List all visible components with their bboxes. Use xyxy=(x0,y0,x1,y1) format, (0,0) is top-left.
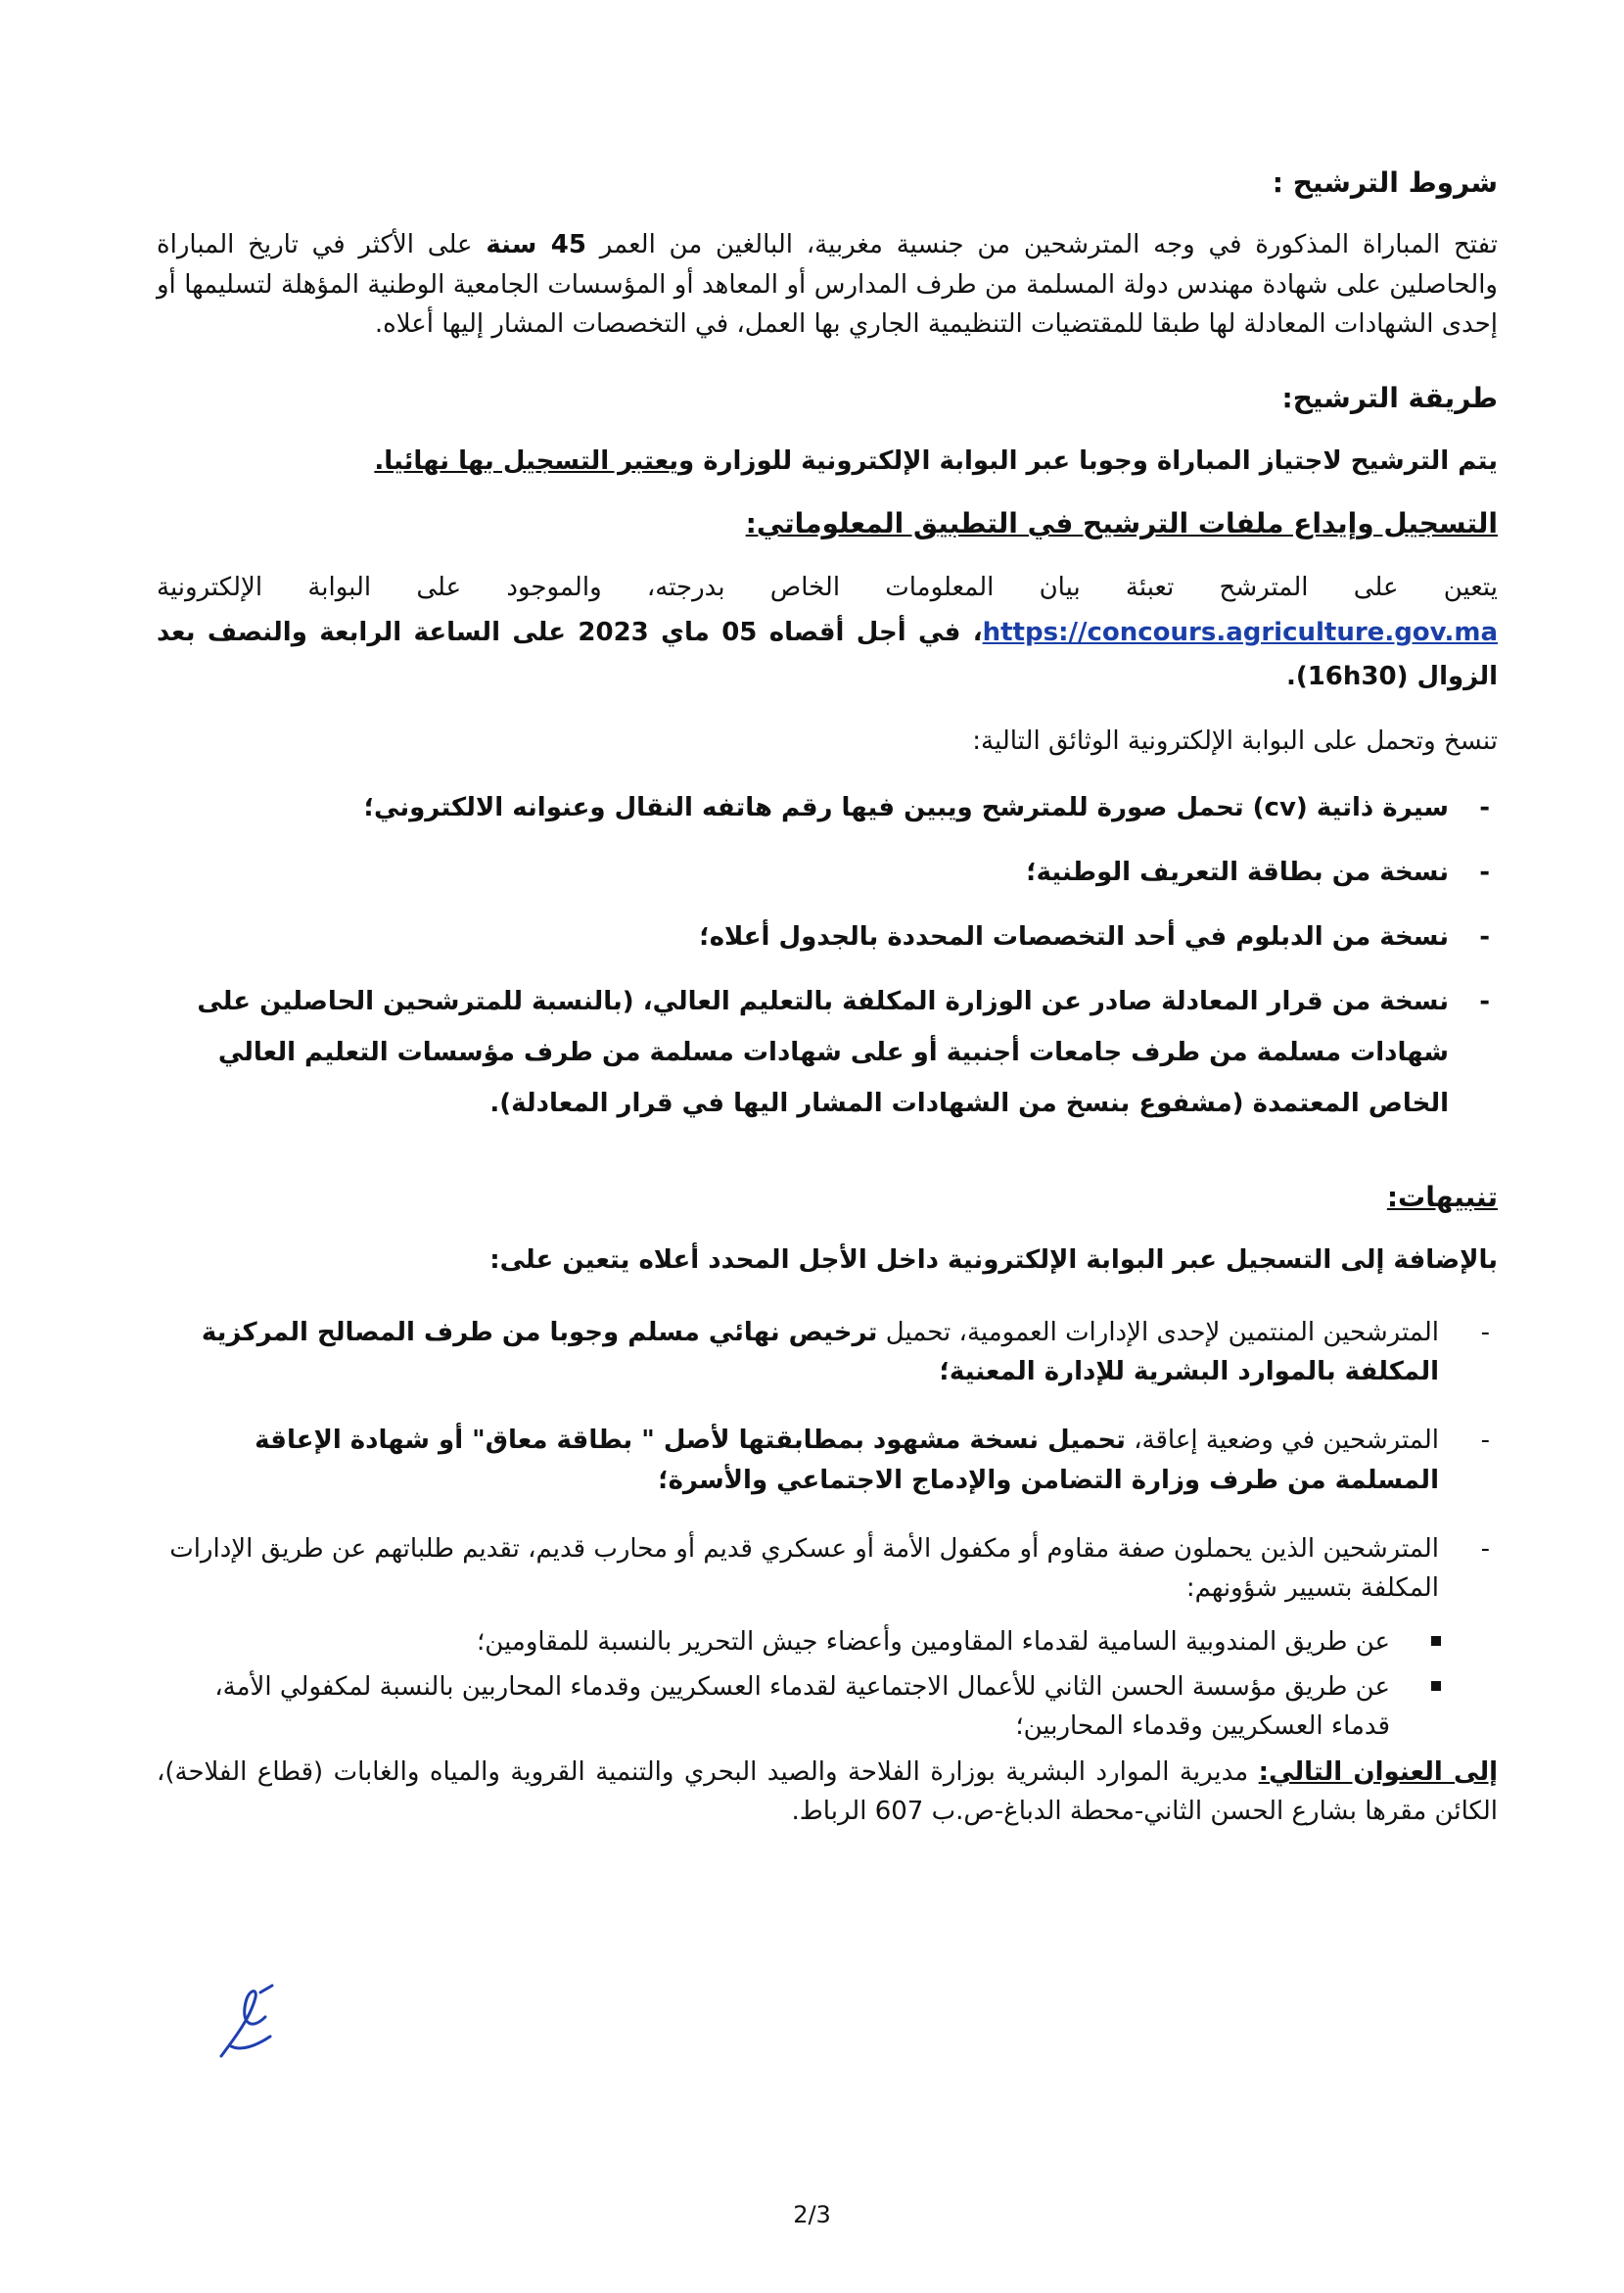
address-paragraph xyxy=(157,1753,1498,1832)
list-item xyxy=(157,847,1498,898)
registration-final-text: يعتبر التسجيل بها نهائيا. xyxy=(374,445,679,476)
application-method-heading: طريقة الترشيح: xyxy=(1281,382,1498,415)
dash-bullet: - xyxy=(1480,1426,1490,1456)
sub-item-hassan2-foundation: عن طريق مؤسسة الحسن الثاني للأعمال الاجتماعية لقدماء العسكريين وقدماء المحاربين بالنسبة لمكفولي الأمة، قدماء العسكريين وقدماء المحاربين؛ xyxy=(214,1671,1390,1742)
registration-heading: التسجيل وإيداع ملفات الترشيح في التطبيق المعلوماتي: xyxy=(745,506,1498,539)
square-bullet-icon xyxy=(1431,1636,1441,1646)
note-public-admin: المترشحين المنتمين لإحدى الإدارات العمومية، تحميل xyxy=(877,1317,1439,1347)
address-text: مديرية الموارد البشرية بوزارة الفلاحة والصيد البحري والتنمية القروية والمياه والغابات (قطاع الفلاحة)، الكائن مقرها بشارع الحسن الثاني-محطة الدباغ-ص.ب 607 الرباط. xyxy=(157,1756,1498,1826)
eligibility-heading: شروط الترشيح : xyxy=(1272,166,1498,199)
document-id-card: نسخة من بطاقة التعريف الوطنية؛ xyxy=(1026,858,1449,888)
veterans-sub-list xyxy=(157,1622,1498,1747)
document-page xyxy=(157,162,1498,1831)
square-bullet-icon xyxy=(1431,1681,1441,1691)
portal-link[interactable]: https://concours.agriculture.gov.ma xyxy=(982,617,1499,647)
eligibility-paragraph xyxy=(157,225,1498,344)
application-method-paragraph xyxy=(157,442,1498,481)
eligibility-text-end: على الأكثر في تاريخ المباراة والحاصلين على شهادة مهندس دولة المسلمة من طرف المدارس أو المعاهد أو المؤسسات الجامعية الوطنية المؤهلة لتسليمها أو إحدى الشهادات المعادلة لها طبقا للمقتضيات التنظيمية الجاري بها العمل، في التخصصات المشار إليها أعلاه. xyxy=(157,230,1498,339)
dash-bullet: - xyxy=(1480,1534,1490,1565)
list-item xyxy=(157,1667,1498,1747)
list-item xyxy=(157,976,1498,1129)
note-veterans: المترشحين الذين يحملون صفة مقاوم أو مكفول الأمة أو عسكري قديم أو محارب قديم، تقديم طلباتهم عن طريق الإدارات المكلفة بتسيير شؤونهم: xyxy=(169,1534,1439,1604)
documents-list xyxy=(157,782,1498,1129)
list-item xyxy=(157,912,1498,962)
address-label: إلى العنوان التالي: xyxy=(1258,1756,1499,1787)
dash-bullet: - xyxy=(1479,858,1490,888)
notices-heading: تنبيهات: xyxy=(1386,1181,1498,1214)
note-public-admin-bold: ترخيص نهائي مسلم وجوبا من طرف المصالح المركزية المكلفة بالموارد البشرية للإدارة المعنية؛ xyxy=(201,1317,1439,1387)
notices-list xyxy=(157,1313,1498,1609)
dash-bullet: - xyxy=(1479,922,1490,953)
documents-intro: تنسخ وتحمل على البوابة الإلكترونية الوثائق التالية: xyxy=(972,725,1498,756)
application-method-text: يتم الترشيح لاجتياز المباراة وجوبا عبر البوابة الإلكترونية للوزارة و xyxy=(678,445,1498,476)
list-item xyxy=(157,782,1498,833)
dash-bullet: - xyxy=(1479,987,1490,1017)
list-item xyxy=(157,1529,1498,1609)
notices-intro: بالإضافة إلى التسجيل عبر البوابة الإلكترونية داخل الأجل المحدد أعلاه يتعين على: xyxy=(489,1244,1498,1275)
page-number: 2/3 xyxy=(793,2201,831,2228)
list-item xyxy=(157,1313,1498,1392)
document-equivalence: نسخة من قرار المعادلة صادر عن الوزارة المكلفة بالتعليم العالي، (بالنسبة للمترشحين الحاصلين على شهادات مسلمة من طرف جامعات أجنبية أو على شهادات مسلمة من طرف مؤسسات التعليم العالي الخاص المعتمدة (مشفوع بنسخ من الشهادات المشار اليها في قرار المعادلة). xyxy=(197,987,1449,1119)
max-age: 45 سنة xyxy=(486,230,586,260)
sub-item-resistance: عن طريق المندوبية السامية لقدماء المقاومين وأعضاء جيش التحرير بالنسبة للمقاومين؛ xyxy=(477,1626,1390,1657)
note-disability-bold: تحميل نسخة مشهود بمطابقتها لأصل " بطاقة معاق" أو شهادة الإعاقة المسلمة من طرف وزارة التضامن والإدماج الاجتماعي والأسرة؛ xyxy=(255,1426,1439,1495)
document-cv: سيرة ذاتية (cv) تحمل صورة للمترشح ويبين فيها رقم هاتفه النقال وعنوانه الالكتروني؛ xyxy=(363,793,1449,823)
signature-icon xyxy=(211,1978,280,2066)
list-item xyxy=(157,1622,1498,1661)
dash-bullet: - xyxy=(1479,793,1490,823)
registration-text-start: يتعين على المترشح تعبئة بيان المعلومات الخاص بدرجته، والموجود على البوابة الإلكترونية xyxy=(157,573,1498,603)
deadline-text: ، في أجل أقصاه 05 ماي 2023 على الساعة الرابعة والنصف بعد الزوال (16h30). xyxy=(157,617,1498,692)
registration-paragraph xyxy=(157,566,1498,700)
dash-bullet: - xyxy=(1480,1317,1490,1347)
eligibility-text-start: تفتح المباراة المذكورة في وجه المترشحين من جنسية مغربية، البالغين من العمر xyxy=(585,230,1498,260)
document-diploma: نسخة من الدبلوم في أحد التخصصات المحددة بالجدول أعلاه؛ xyxy=(699,922,1449,953)
note-disability: المترشحين في وضعية إعاقة، xyxy=(1125,1426,1439,1456)
list-item xyxy=(157,1421,1498,1500)
